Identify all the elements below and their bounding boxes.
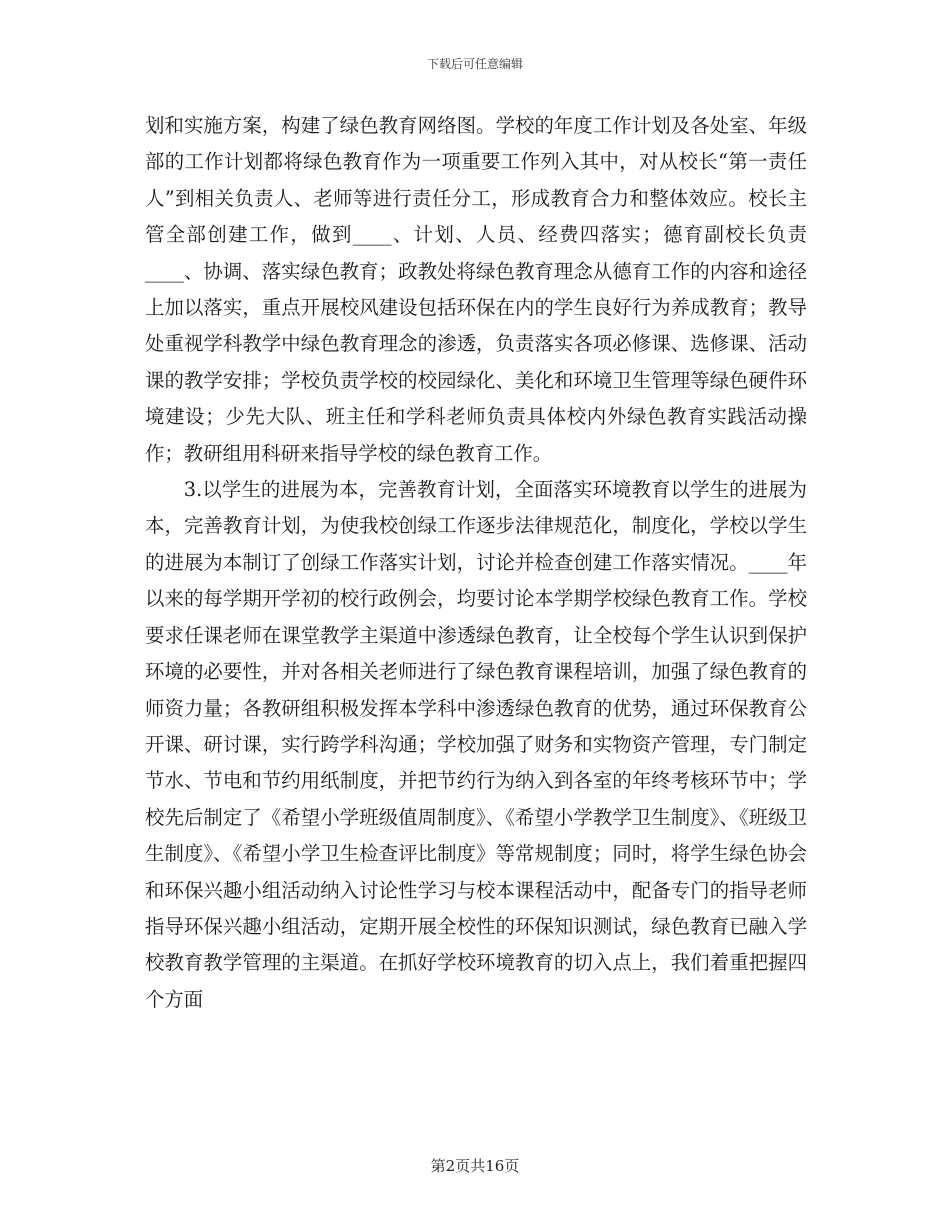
document-body [145,108,807,1018]
page-number: 第2页共16页 [430,1157,520,1175]
page-header-note: 下载后可任意编辑 [426,57,523,71]
paragraph-1: 划和实施方案，构建了绿色教育网络图。学校的年度工作计划及各处室、年级部的工作计划都将绿色教育作为一项重要工作列入其中，对从校长“第一责任人”到相关负责人、老师等进行责任分工，形成教育合力和整体效应。校长主管全部创建工作，做到____、计划、人员、经费四落实；德育副校长负责____、协调、落实绿色教育；政教处将绿色教育理念从德育工作的内容和途径上加以落实，重点开展校风建设包括环保在内的学生良好行为养成教育；教导处重视学科教学中绿色教育理念的渗透，负责落实各项必修课、选修课、活动课的教学安排；学校负责学校的校园绿化、美化和环境卫生管理等绿色硬件环境建设；少先大队、班主任和学科老师负责具体校内外绿色教育实践活动操作；教研组用科研来指导学校的绿色教育工作。 [145,114,807,465]
paragraph-2: 3.以学生的进展为本，完善教育计划，全面落实环境教育以学生的进展为本，完善教育计划，为使我校创绿工作逐步法律规范化，制度化，学校以学生的进展为本制订了创绿工作落实计划，讨论并检查创建工作落实情况。____年以来的每学期开学初的校行政例会，均要讨论本学期学校绿色教育工作。学校要求任课老师在课堂教学主渠道中渗透绿色教育，让全校每个学生认识到保护环境的必要性，并对各相关老师进行了绿色教育课程培训，加强了绿色教育的师资力量；各教研组积极发挥本学科中渗透绿色教育的优势，通过环保教育公开课、研讨课，实行跨学科沟通；学校加强了财务和实物资产管理，专门制定节水、节电和节约用纸制度，并把节约行为纳入到各室的年终考核环节中；学校先后制定了《希望小学班级值周制度》、《希望小学教学卫生制度》、《班级卫生制度》、《希望小学卫生检查评比制度》等常规制度；同时，将学生绿色协会和环保兴趣小组活动纳入讨论性学习与校本课程活动中，配备专门的指导老师指导环保兴趣小组活动，定期开展全校性的环保知识测试，绿色教育已融入学校教育教学管理的主渠道。在抓好学校环境教育的切入点上，我们着重把握四个方面 [145,478,807,1011]
